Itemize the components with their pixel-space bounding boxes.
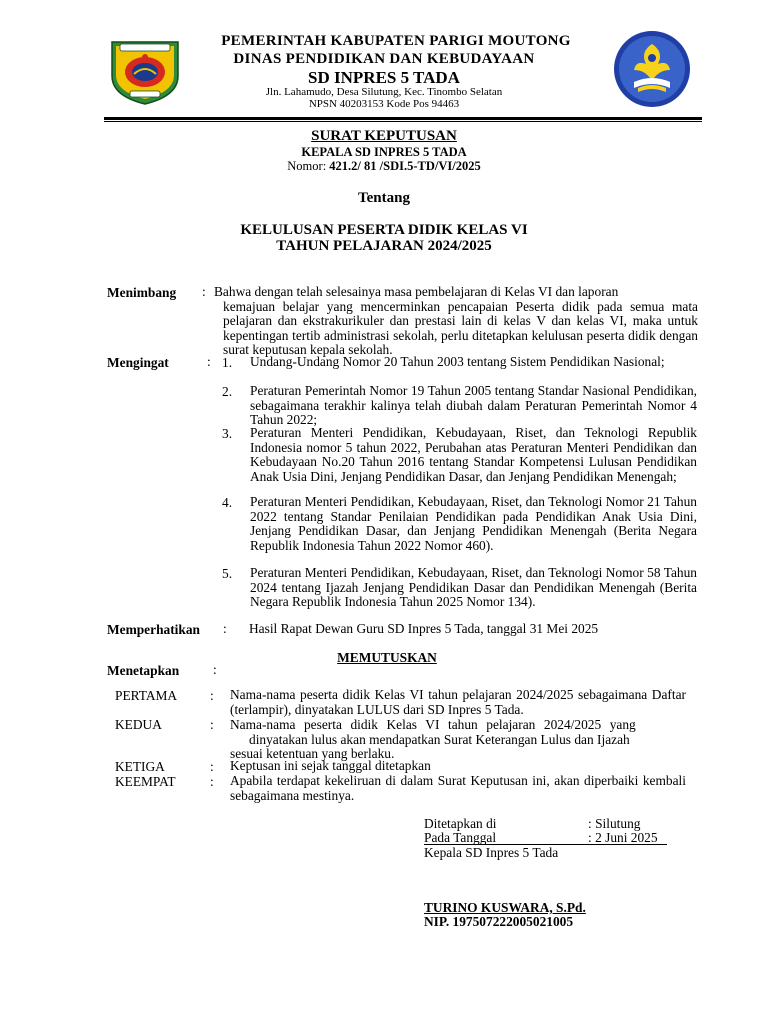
mengingat-item-4: Peraturan Menteri Pendidikan, Kebudayaan, Riset, dan Teknologi Nomor 21 Tahun 2022 tentang Standar Penilaian Pendidikan pada Pendidikan Anak Usia Dini, Jenjang Pendidikan Dasar, dan Jenjang Pendidikan Menengah (Berita Negara Republik Indonesia Tahun 2022 Nomor 460). (250, 494, 697, 554)
subject-line-2: TAHUN PELAJARAN 2024/2025 (276, 238, 492, 254)
tanggal-value: : 2 Juni 2025 (588, 830, 658, 845)
sk-nomor (0, 159, 768, 174)
keputusan-text-kedua-line2: dinyatakan lulus akan mendapatkan Surat Keterangan Lulus dan Ijazah (249, 731, 630, 747)
ditetapkan-label: Ditetapkan di (424, 816, 497, 831)
menimbang-colon: : (202, 284, 206, 299)
mengingat-num-4: 4. (222, 495, 233, 510)
keputusan-key-pertama: PERTAMA (115, 688, 178, 703)
keputusan-key-kedua: KEDUA (115, 717, 162, 732)
signatory-name: TURINO KUSWARA, S.Pd. (424, 900, 586, 915)
sk-title: SURAT KEPUTUSAN (311, 128, 457, 144)
mengingat-item-5: Peraturan Menteri Pendidikan, Kebudayaan, Riset, dan Teknologi Nomor 58 Tahun 2024 tentang Ijazah Jenjang Pendidikan Dasar dan Pendidikan Menengah (Berita Negara Republik Indonesia Tahun 2025 Nomor 134). (250, 565, 697, 610)
mengingat-num-2: 2. (222, 384, 233, 399)
kop-divider-thin (104, 121, 702, 122)
jabatan-kepala: Kepala SD Inpres 5 Tada (424, 845, 559, 860)
kop-divider (104, 117, 702, 120)
menetapkan-colon: : (213, 662, 217, 677)
memutuskan-heading: MEMUTUSKAN (337, 650, 437, 665)
memperhatikan-colon: : (223, 621, 227, 636)
menimbang-text: kemajuan belajar yang mencerminkan pencapaian Peserta didik pada semua mata pelajaran dan ekstrakurikuler dan prestasi lain di kelas V dan kelas VI, maka untuk kepentingan tertib administrasi sekolah, perlu ditetapkan kelulusan peserta didik dengan surat keputusan kepala sekolah. (223, 298, 698, 358)
mengingat-label: Mengingat (107, 355, 169, 370)
mengingat-colon: : (207, 354, 211, 369)
kop-line-1: PEMERINTAH KABUPATEN PARIGI MOUTONG (221, 33, 571, 49)
kop-line-2: DINAS PENDIDIKAN DAN KEBUDAYAAN (233, 51, 535, 67)
tanggal-label: Pada Tanggal (424, 830, 497, 845)
signatory-nip: NIP. 197507222005021005 (424, 914, 574, 929)
kop-address: Jln. Lahamudo, Desa Silutung, Kec. Tinombo Selatan (265, 86, 503, 98)
keputusan-text-ketiga: Keptusan ini sejak tanggal ditetapkan (230, 758, 431, 773)
menetapkan-label: Menetapkan (107, 663, 180, 678)
kop-npsn: NPSN 40203153 Kode Pos 94463 (308, 98, 460, 110)
tentang-label: Tentang (358, 190, 410, 206)
keputusan-colon-ketiga: : (210, 759, 214, 774)
subject-line-1: KELULUSAN PESERTA DIDIK KELAS VI (240, 222, 528, 238)
mengingat-item-1: Undang-Undang Nomor 20 Tahun 2003 tentang Sistem Pendidikan Nasional; (250, 354, 665, 369)
nomor-value: 421.2/ 81 /SDI.5-TD/VI/2025 (329, 159, 481, 173)
menimbang-first-line: Bahwa dengan telah selesainya masa pembelajaran di Kelas VI dan laporan (214, 284, 619, 299)
menimbang-label: Menimbang (107, 285, 177, 300)
memperhatikan-text: Hasil Rapat Dewan Guru SD Inpres 5 Tada, tanggal 31 Mei 2025 (249, 621, 599, 636)
mengingat-item-2: Peraturan Pemerintah Nomor 19 Tahun 2005 tentang Standar Nasional Pendidikan, sebagaimana terakhir kalinya telah diubah dalam Peraturan Pemerintah Nomor 4 Tahun 2022; (250, 383, 697, 428)
keputusan-key-ketiga: KETIGA (115, 759, 165, 774)
mengingat-item-3: Peraturan Menteri Pendidikan, Kebudayaan, Riset, dan Teknologi Republik Indonesia nomor 5 tahun 2022, Perubahan atas Peraturan Menteri Pendidikan dan Kebudayaan No.20 Tahun 2016 tentang Standar Kompetensi Lulusan Pendidikan Anak Usia Dini, Jenjang Pendidikan Dasar, dan Jenjang Pendidikan Menengah; (250, 425, 697, 485)
keputusan-key-keempat: KEEMPAT (115, 774, 176, 789)
nomor-label: Nomor: (287, 159, 330, 173)
keputusan-colon-kedua: : (210, 717, 214, 732)
kop-school-name: SD INPRES 5 TADA (308, 68, 460, 87)
keputusan-text-kedua-line3: sesuai ketentuan yang berlaku. (230, 746, 395, 762)
sk-subtitle: KEPALA SD INPRES 5 TADA (301, 145, 467, 159)
mengingat-num-3: 3. (222, 426, 233, 441)
ditetapkan-value: : Silutung (588, 816, 641, 831)
mengingat-num-5: 5. (222, 566, 233, 581)
keputusan-colon-pertama: : (210, 688, 214, 703)
keputusan-colon-keempat: : (210, 774, 214, 789)
keputusan-text-pertama: Nama-nama peserta didik Kelas VI tahun pelajaran 2024/2025 sebagaimana Daftar (terlampir), dinyatakan LULUS dari SD Inpres 5 Tada. (230, 687, 686, 717)
memperhatikan-label: Memperhatikan (107, 622, 200, 637)
keputusan-text-kedua-line1: Nama-nama peserta didik Kelas VI tahun pelajaran 2024/2025 yang (230, 717, 636, 732)
mengingat-num-1: 1. (222, 355, 233, 370)
keputusan-text-keempat: Apabila terdapat kekeliruan di dalam Surat Keputusan ini, akan diperbaiki kembali sebagaimana mestinya. (230, 773, 686, 803)
